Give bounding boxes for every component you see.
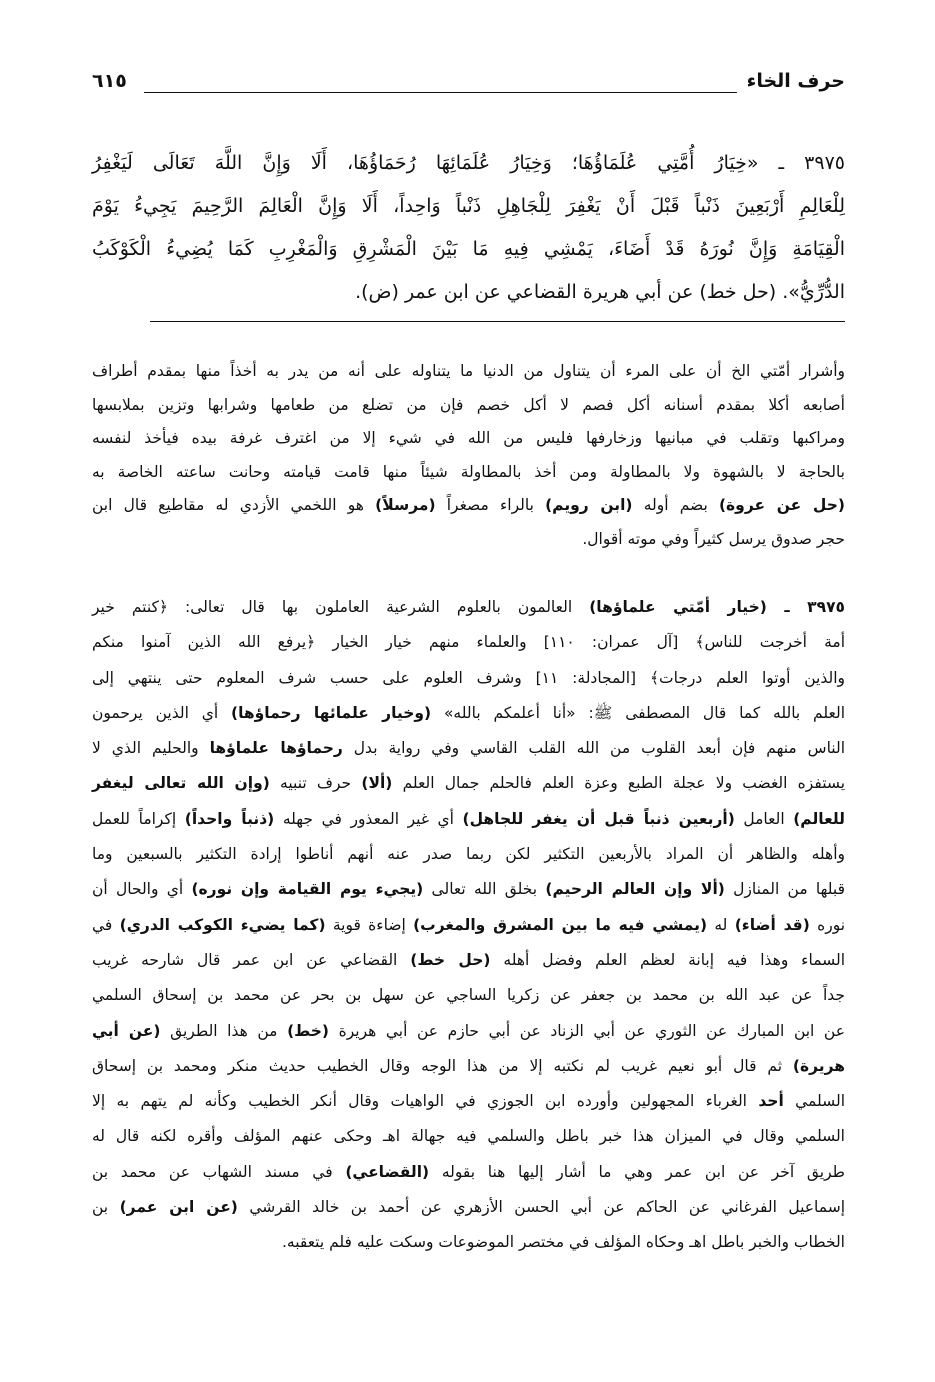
text-run: أي الذين يرحمون xyxy=(92,703,231,722)
bold-quote: (وخيار علمائها رحماؤها) xyxy=(230,703,432,722)
text-run: هو اللخمي الأزدي له مقاطيع قال ابن xyxy=(92,496,376,514)
bold-quote: (حل خط) xyxy=(410,950,491,969)
text-line: ومراكبها وتقلب في مبانيها وزخارفها فليس من الله في شيء إلا من اغترف غرفة بيده فيأخذ لنفسه xyxy=(92,429,845,447)
text-line: أمة أخرجت للناس﴾ [آل عمران: ١١٠] والعلماء منهم خيار الخيار ﴿يرفع الله الذين آمنوا منكم xyxy=(92,633,846,652)
bold-quote: رحماؤها علماؤها xyxy=(209,739,343,758)
text-run: القضاعي عن ابن عمر قال شارحه غريب xyxy=(92,950,411,969)
commentary-paragraph-1 xyxy=(92,355,845,556)
text-run: السماء وهذا فيه إبانة لعظم العلم وفضل أهله xyxy=(490,950,846,969)
text-run: في مسند الشهاب عن محمد بن xyxy=(92,1162,346,1181)
text-run: أي غير المعذور في جهله xyxy=(274,809,463,828)
bold-quote: (يجيء يوم القيامة وإن نوره) xyxy=(191,880,424,899)
text-line: الدُّرِّيُّ». (حل خط) عن أبي هريرة القضاعي عن ابن عمر (ض). xyxy=(355,281,845,303)
text-line xyxy=(92,1190,845,1225)
text-run: العلم بالله كما قال المصطفى ﷺ: «أنا أعلمكم بالله» xyxy=(431,703,846,722)
footnote-separator xyxy=(150,321,845,322)
text-line xyxy=(92,1155,845,1190)
bold-quote: (مرسلاً) xyxy=(375,496,436,514)
chapter-title: حرف الخاء xyxy=(746,70,845,92)
text-line: لِلْعَالِمِ أَرْبَعِينَ ذَنْباً قَبْلَ أَنْ يَغْفِرَ لِلْجَاهِلِ ذَنْباً وَاحِداً، أَلَا وَإِنَّ الْعَالِمَ الرَّحِيمَ يَجِيءُ يَوْمَ xyxy=(92,195,845,217)
text-run: قبلها من المنازل xyxy=(724,880,845,899)
text-line xyxy=(92,696,845,731)
text-line xyxy=(92,908,845,943)
text-run: الغرباء المجهولين وأورده ابن الجوزي في الواهيات وقال أنكر الخطيب وكأنه لم يتهم به إلا xyxy=(92,1092,759,1111)
text-run: له xyxy=(707,915,735,934)
bold-quote: أحد xyxy=(758,1092,784,1111)
text-run: في xyxy=(92,915,120,934)
text-line: والذين أوتوا العلم درجات﴾ [المجادلة: ١١] وشرف العلوم على حسب شرف المعلوم حتى ينتهي إلى xyxy=(92,668,845,687)
text-run: عن ابن المبارك عن الثوري عن أبي الزناد عن أبي حازم عن أبي هريرة xyxy=(329,1021,845,1040)
text-line xyxy=(92,943,845,978)
running-header xyxy=(92,68,845,102)
bold-quote: هريرة) xyxy=(792,1056,845,1075)
text-run: العامل xyxy=(734,809,794,828)
text-line xyxy=(92,590,845,625)
text-run: إضاءة قوية xyxy=(325,915,414,934)
bold-quote: (وإن الله تعالى ليغفر xyxy=(92,774,270,793)
bold-quote: للعالم) xyxy=(793,809,845,828)
bold-quote: (القضاعي) xyxy=(345,1162,430,1181)
bold-quote: (ألا) xyxy=(361,774,393,793)
text-line xyxy=(92,489,845,523)
bold-quote: (أربعين ذنباً قبل أن يغفر للجاهل) xyxy=(462,809,735,828)
text-run: بالراء مصغراً xyxy=(435,496,546,514)
text-line: السلمي وقال في الميزان هذا خبر باطل والسلمي فيه جهالة اهـ وحكى عنهم المؤلف وأقره لكنه قال له xyxy=(92,1127,845,1146)
bold-quote: (قد أضاء) xyxy=(734,915,810,934)
text-run: إسماعيل الفرغاني عن الحاكم عن أبي الحسن الأزهري عن أحمد بن خالد القرشي xyxy=(237,1198,845,1217)
bold-quote: (كما يضيء الكوكب الدري) xyxy=(119,915,326,934)
text-line: وأهله والظاهر أن المراد بالأربعين التكثير لكن ربما صدر عنه أنهم أناطوا إرادة التكثير بالسبعين وما xyxy=(92,845,845,864)
text-run: والحليم الذي لا xyxy=(92,739,210,758)
text-run: الناس منهم فإن أبعد القلوب من الله القلب القاسي وفي رواية بدل xyxy=(342,739,846,758)
text-run: طريق آخر عن ابن عمر وهي ما أشار إليها هنا بقوله xyxy=(429,1162,845,1181)
text-line: الخطاب والخبر باطل اهـ وحكاه المؤلف في مختصر الموضوعات وسكت عليه فلم يتعقبه. xyxy=(281,1233,845,1252)
text-line xyxy=(92,1014,845,1049)
text-line: الْقِيَامَةِ وَإِنَّ نُورَهُ قَدْ أَضَاءَ، يَمْشِي فِيهِ مَا بَيْنَ الْمَشْرِقِ وَالْمَغْرِبِ كَمَا يُضِيءُ الْكَوْكَبُ xyxy=(92,238,845,260)
commentary-paragraph-2 xyxy=(92,590,845,1261)
text-run: يستفزه الغضب ولا عجلة الطبع وعزة العلم فالحلم جمال العلم xyxy=(392,774,846,793)
text-run: ثم قال أبو نعيم غريب لم نكتبه إلا من هذا الوجه وقال الخطيب حديث منكر ومحمد بن إسحاق xyxy=(92,1056,793,1075)
text-run: بخلق الله تعالى xyxy=(423,880,546,899)
text-line: بالحاجة لا بالشهوة ولا بالمطاولة ومن أخذ بالمطاولة شيئاً منها قامت قيامته وحانت ساعته الخاصة به xyxy=(92,462,845,481)
bold-quote: (ذنباً واحداً) xyxy=(184,809,275,828)
text-line: ٣٩٧٥ ـ «خِيَارُ أُمَّتِي عُلَمَاؤُهَا؛ وَخِيَارُ عُلَمَائِهَا رُحَمَاؤُهَا، أَلَا وَإِنَّ اللَّهَ تَعَالَى لَيَغْفِرُ xyxy=(92,152,845,174)
text-line: أصابعه أكلا بمقدم أسنانه أكل فصم لا أكل خصم فإن من تضلع من طعامها وشرابها وتزين بملابسها xyxy=(92,395,845,414)
text-run: أي والحال أن xyxy=(92,880,192,899)
text-run: إكراماً للعمل xyxy=(92,809,185,828)
text-line xyxy=(92,1084,845,1119)
bold-quote: (يمشي فيه ما بين المشرق والمغرب) xyxy=(413,915,708,934)
text-run: العالمون بالعلوم الشرعية العاملون بها قال تعالى: ﴿كنتم خير xyxy=(92,598,590,616)
bold-quote: (عن أبي xyxy=(92,1021,161,1040)
page-number: ٦١٥ xyxy=(92,70,127,92)
bold-quote: ٣٩٧٥ ـ (خيار أمّتي علماؤها) xyxy=(589,598,845,616)
text-line xyxy=(92,731,845,766)
text-line xyxy=(92,802,845,837)
bold-quote: (ابن رويم) xyxy=(545,496,633,514)
bold-quote: (خط) xyxy=(287,1021,329,1040)
bold-quote: (عن ابن عمر) xyxy=(119,1198,238,1217)
text-line: وأشرار أمّتي الخ أن على المرء أن يتناول من الدنيا ما يتناوله على أنه من يدر به أخذاً منها بمقدم أطراف xyxy=(92,362,845,380)
text-line xyxy=(92,766,845,801)
header-rule xyxy=(144,92,737,93)
text-run: بن xyxy=(92,1198,120,1217)
hadith-text xyxy=(92,142,845,314)
bold-quote: (حل عن عروة) xyxy=(718,496,845,514)
text-line: جداً عن عبد الله بن محمد بن جعفر عن زكريا الساجي عن سهل بن بحر عن محمد بن إسحاق السلمي xyxy=(92,986,845,1005)
text-line: حجر صدوق يرسل كثيراً وفي موته أقوال. xyxy=(582,529,845,548)
text-line xyxy=(92,872,845,907)
text-run: بضم أوله xyxy=(632,496,719,514)
text-run: من هذا الطريق xyxy=(160,1021,288,1040)
text-line xyxy=(92,1049,845,1084)
text-run: حرف تنبيه xyxy=(269,774,362,793)
text-run: نوره xyxy=(809,915,846,934)
text-run: السلمي xyxy=(783,1092,845,1111)
bold-quote: (ألا وإن العالم الرحيم) xyxy=(545,880,725,899)
